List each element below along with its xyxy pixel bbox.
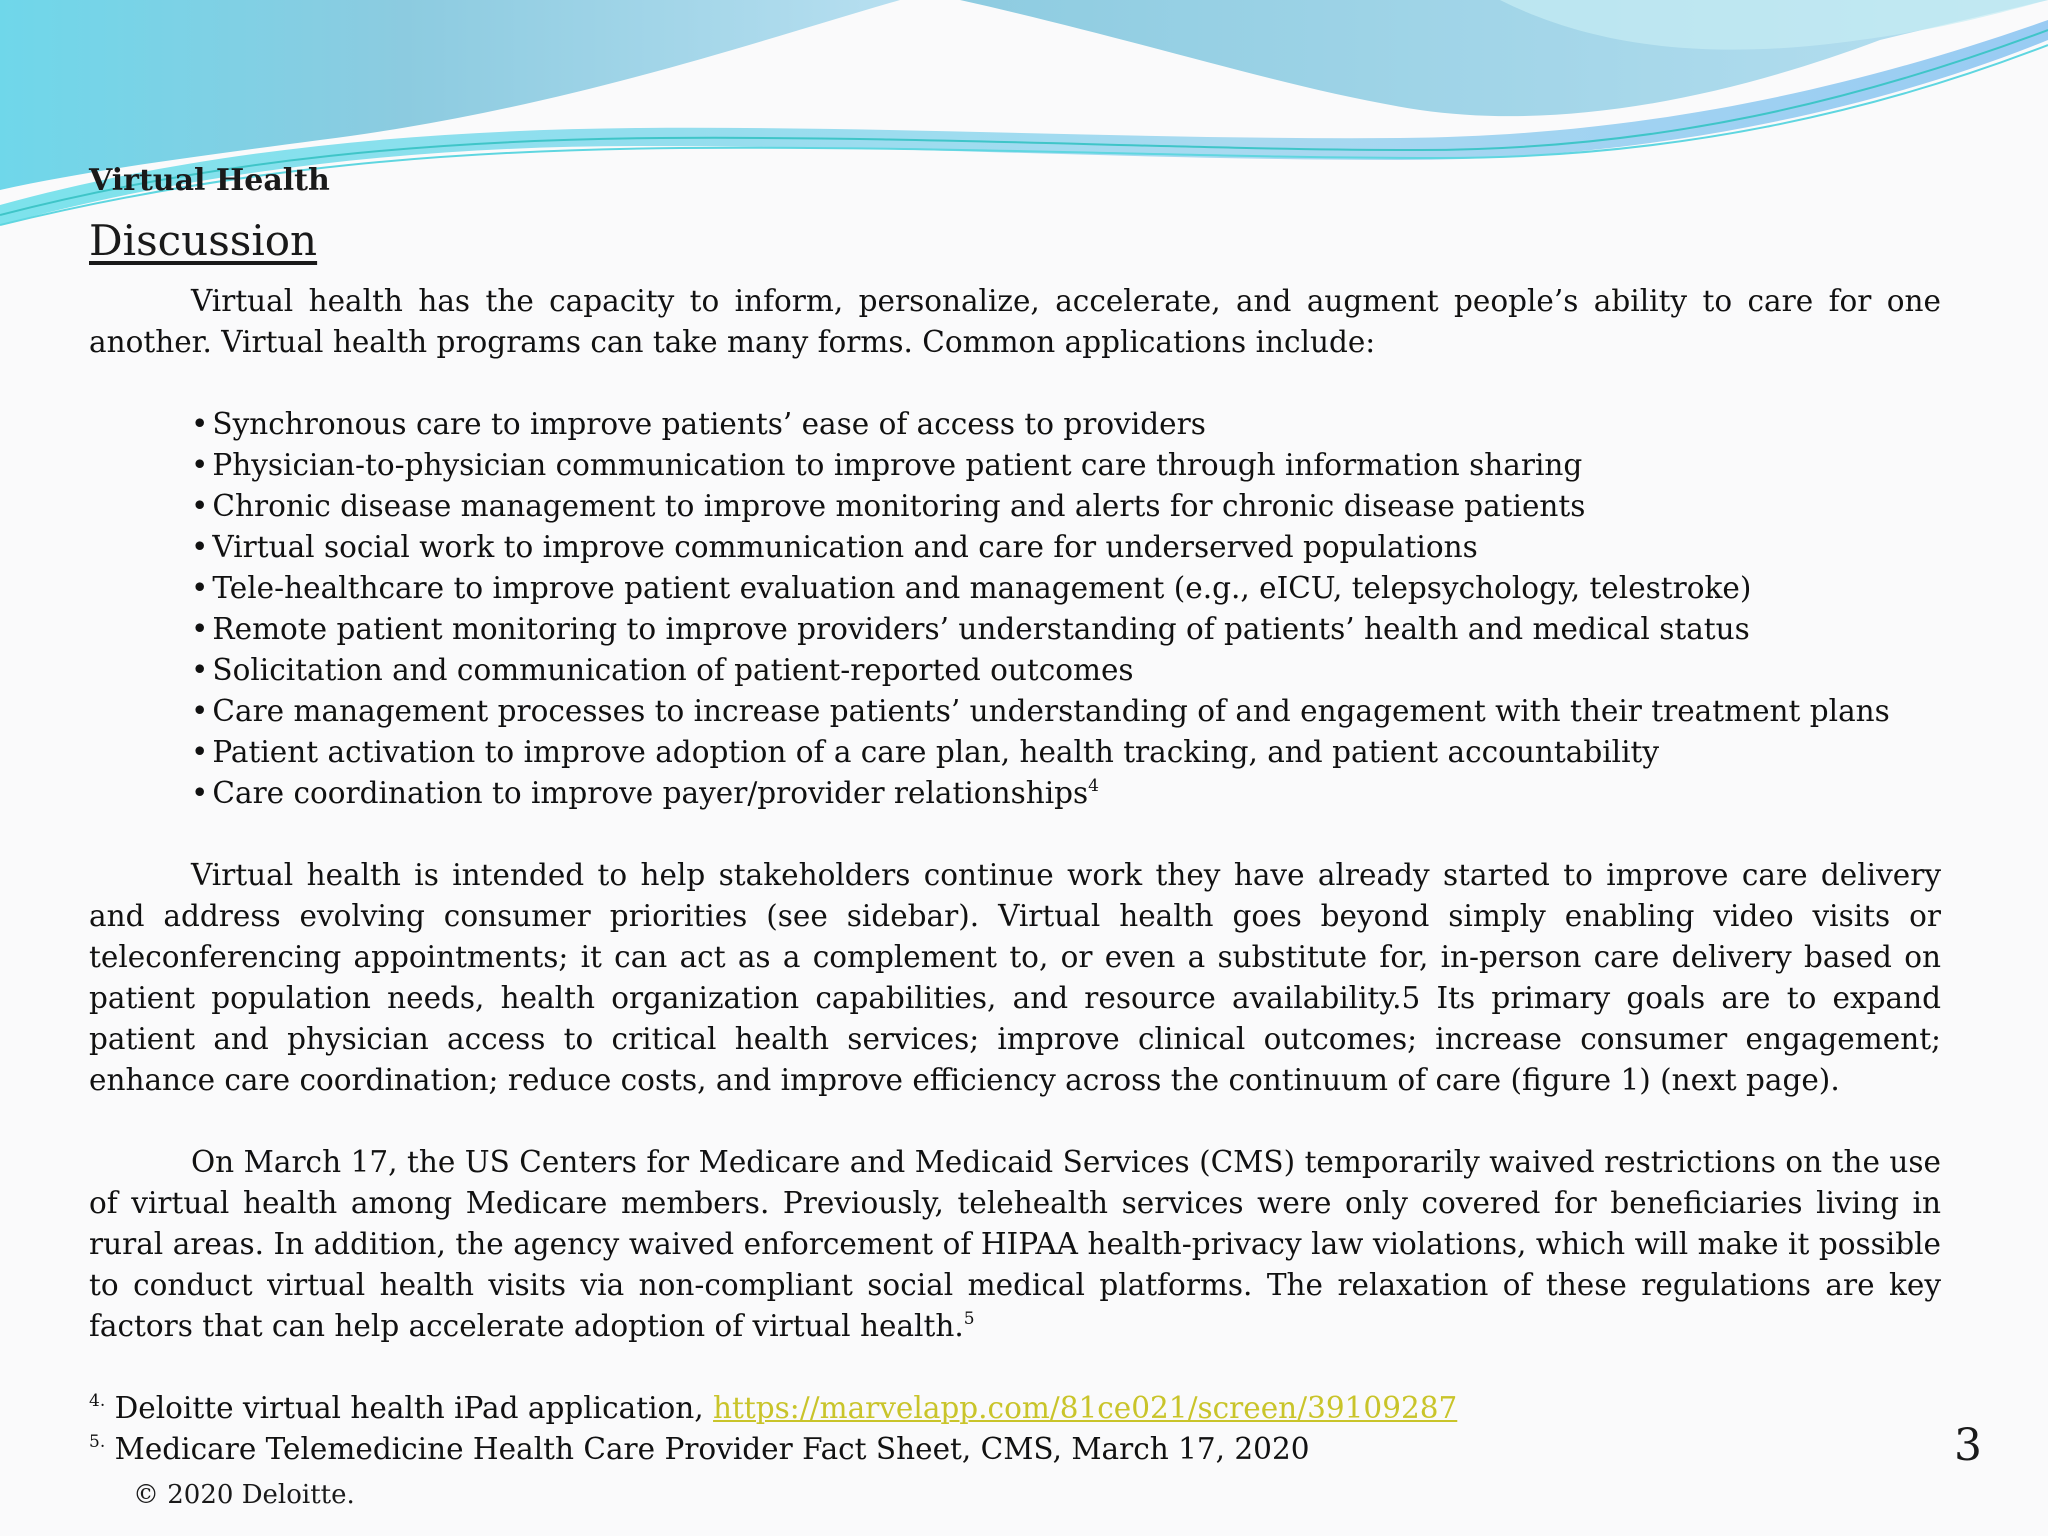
list-item: • Virtual social work to improve communication and care for underserved populations [191,530,1478,564]
footnote-link[interactable]: https://marvelapp.com/81ce021/screen/39109287 [713,1391,1458,1425]
list-item: • Solicitation and communication of patient-reported outcomes [191,653,1134,687]
bullet-icon: • [191,612,209,646]
bullet-icon: • [191,776,209,810]
list-item: • Care management processes to increase patients’ understanding of and engagement with their treatment plans [191,694,1890,728]
applications-list [191,404,1941,814]
bullet-icon: • [191,694,209,728]
section-label: Virtual Health [89,163,330,198]
list-item: • Care coordination to improve payer/provider relationships$^4$ [191,776,1099,810]
page-number: 3 [1954,1420,1982,1471]
bullet-icon: • [191,448,209,482]
bullet-icon: • [191,530,209,564]
footnote-text: Medicare Telemedicine Health Care Provider Fact Sheet, CMS, March 17, 2020 [114,1432,1310,1466]
bullet-icon: • [191,571,209,605]
wave-left-fill [0,0,900,190]
list-item: • Remote patient monitoring to improve providers’ understanding of patients’ health and medical status [191,612,1750,646]
bullet-icon: • [191,489,209,523]
footnote-marker: 5. [89,1432,106,1452]
footnote-5 [89,1429,1457,1470]
footnote-ref-5: 5 [963,1309,975,1329]
list-item: • Tele-healthcare to improve patient evaluation and management (e.g., eICU, telepsychology, telestroke) [191,571,1752,605]
footnotes [89,1388,1457,1470]
cms-paragraph: On March 17, the US Centers for Medicare and Medicaid Services (CMS) temporarily waived restrictions on the use of virtual health among Medicare members. Previously, telehealth services were only covered for beneficiaries living in rural areas. In addition, the agency waived enforcement of HIPAA health-privacy law violations, which will make it possible to conduct virtual health visits via non-compliant social medical platforms. The relaxation of these regulations are key factors that can help accelerate adoption of virtual health.$^5$ [89,1145,1941,1343]
footnote-4 [89,1388,1457,1429]
copyright: © 2020 Deloitte. [133,1480,355,1510]
paragraph-gap [89,1101,1941,1142]
list-item: • Synchronous care to improve patients’ ease of access to providers [191,407,1206,441]
bullet-icon: • [191,407,209,441]
list-item: • Physician-to-physician communication to improve patient care through information sharing [191,448,1583,482]
goals-paragraph: Virtual health is intended to help stakeholders continue work they have already started to improve care delivery and address evolving consumer priorities (see sidebar). Virtual health goes beyond simply enabling video visits or teleconferencing appointments; it can act as a complement to, or even a substitute for, in-person care delivery based on patient population needs, health organization capabilities, and resource availability.5 Its primary goals are to expand patient and physician access to critical health services; improve clinical outcomes; increase consumer engagement; enhance care coordination; reduce costs, and improve efficiency across the continuum of care (figure 1) (next page). [89,858,1941,1097]
page-title: Discussion [89,216,318,265]
bullet-icon: • [191,653,209,687]
list-item: • Patient activation to improve adoption of a care plan, health tracking, and patient accountability [191,735,1660,769]
footnote-marker: 4. [89,1391,106,1411]
intro-paragraph: Virtual health has the capacity to inform, personalize, accelerate, and augment people’s ability to care for one another. Virtual health programs can take many forms. Common applications include: [89,284,1941,359]
main-content [89,281,1941,1347]
footnote-ref-4: 4 [1088,776,1099,796]
header-wave-graphic [0,0,2048,240]
bullet-icon: • [191,735,209,769]
footnote-text: Deloitte virtual health iPad application, [114,1391,704,1425]
list-item: • Chronic disease management to improve monitoring and alerts for chronic disease patients [191,489,1586,523]
